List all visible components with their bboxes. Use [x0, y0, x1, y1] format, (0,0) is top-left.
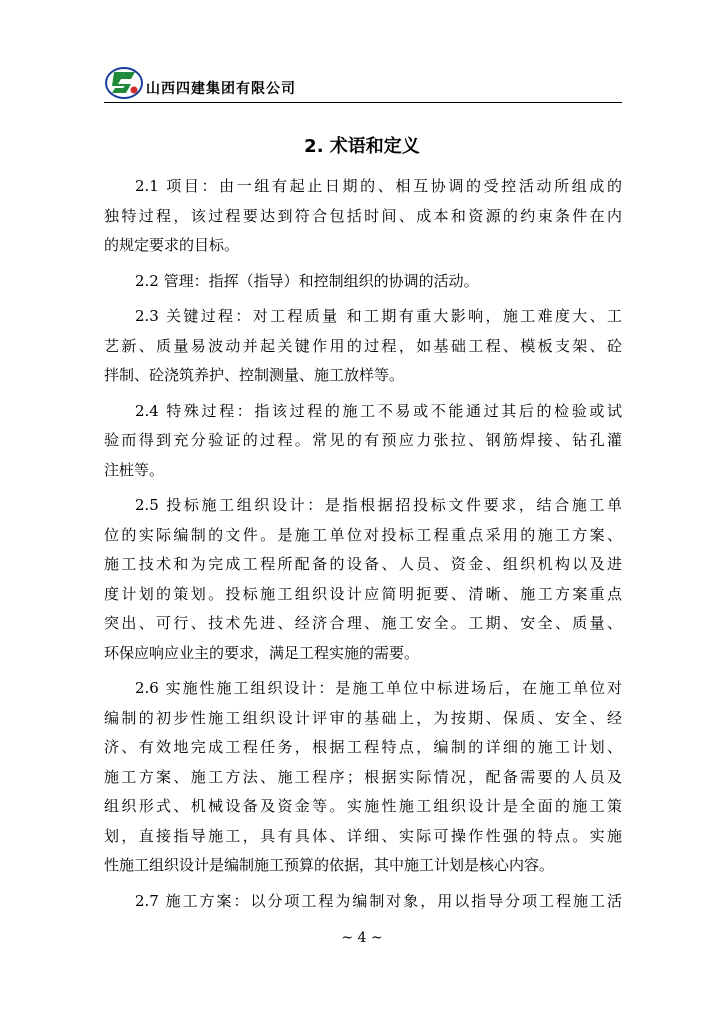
paragraph-line: 2.5 投标施工组织设计：是指根据招投标文件要求，结合施工单: [135, 496, 622, 514]
paragraph-2-3: [104, 302, 622, 391]
paragraph-line: 注桩等。: [104, 460, 165, 479]
paragraph-line: 突出、可行、技术先进、经济合理、施工安全。工期、安全、质量、: [104, 614, 622, 632]
paragraph-line: 组织形式、机械设备及资金等。实施性施工组织设计是全面的施工策: [104, 797, 622, 815]
paragraph-line: 施工技术和为完成工程所配备的设备、人员、资金、组织机构以及进: [104, 555, 622, 573]
paragraph-2-6: [104, 674, 622, 881]
paragraph-line: 独特过程，该过程要达到符合包括时间、成本和资源的约束条件在内: [104, 206, 622, 225]
page-number: ~ 4 ~: [341, 930, 383, 946]
paragraph-line: 2.3 关键过程：对工程质量 和工期有重大影响，施工难度大、工: [135, 307, 622, 325]
paragraph-line: 济、有效地完成工程任务，根据工程特点，编制的详细的施工计划、: [104, 738, 622, 756]
paragraph-line: 验而得到充分验证的过程。常见的有预应力张拉、钢筋焊接、钻孔灌: [104, 431, 622, 449]
document-body: [104, 172, 622, 916]
page-header: [104, 66, 622, 104]
paragraph-line: 度计划的策划。投标施工组织设计应简明扼要、清晰、施工方案重点: [104, 584, 622, 603]
paragraph-line: 位的实际编制的文件。是施工单位对投标工程重点采用的施工方案、: [104, 525, 622, 544]
company-name: 山西四建集团有限公司: [146, 81, 296, 97]
paragraph-line: 编制的初步性施工组织设计评审的基础上，为按期、保质、安全、经: [104, 708, 622, 727]
paragraph-2-5: [104, 491, 622, 668]
paragraph-line: 性施工组织设计是编制施工预算的依据，其中施工计划是核心内容。: [104, 856, 555, 874]
paragraph-line: 2.6 实施性施工组织设计：是施工单位中标进场后，在施工单位对: [135, 679, 622, 697]
paragraph-line: 施工方案、施工方法、施工程序；根据实际情况，配备需要的人员及: [104, 767, 622, 786]
paragraph-line: 划，直接指导施工，具有具体、详细、实际可操作性强的特点。实施: [104, 826, 622, 845]
paragraph-line: 2.7 施工方案：以分项工程为编制对象，用以指导分项工程施工活: [135, 891, 622, 910]
paragraph-2-2: [104, 267, 622, 297]
paragraph-line: 2.1 项目：由一组有起止日期的、相互协调的受控活动所组成的: [135, 177, 622, 195]
paragraph-line: 2.2 管理：指挥（指导）和控制组织的协调的活动。: [135, 271, 479, 290]
paragraph-line: 的规定要求的目标。: [104, 236, 240, 254]
paragraph-line: 环保应响应业主的要求，满足工程实施的需要。: [104, 643, 420, 662]
paragraph-line: 拌制、砼浇筑养护、控制测量、施工放样等。: [104, 366, 405, 384]
paragraph-2-7: [104, 887, 622, 917]
section-title: 2. 术语和定义: [304, 136, 420, 157]
header-divider: [104, 102, 622, 103]
company-logo-icon: [104, 66, 144, 100]
paragraph-line: 2.4 特殊过程：指该过程的施工不易或不能通过其后的检验或试: [135, 401, 622, 420]
paragraph-2-4: [104, 397, 622, 486]
paragraph-2-1: [104, 172, 622, 261]
paragraph-line: 艺新、质量易波动并起关键作用的过程，如基础工程、模板支架、砼: [104, 336, 622, 355]
